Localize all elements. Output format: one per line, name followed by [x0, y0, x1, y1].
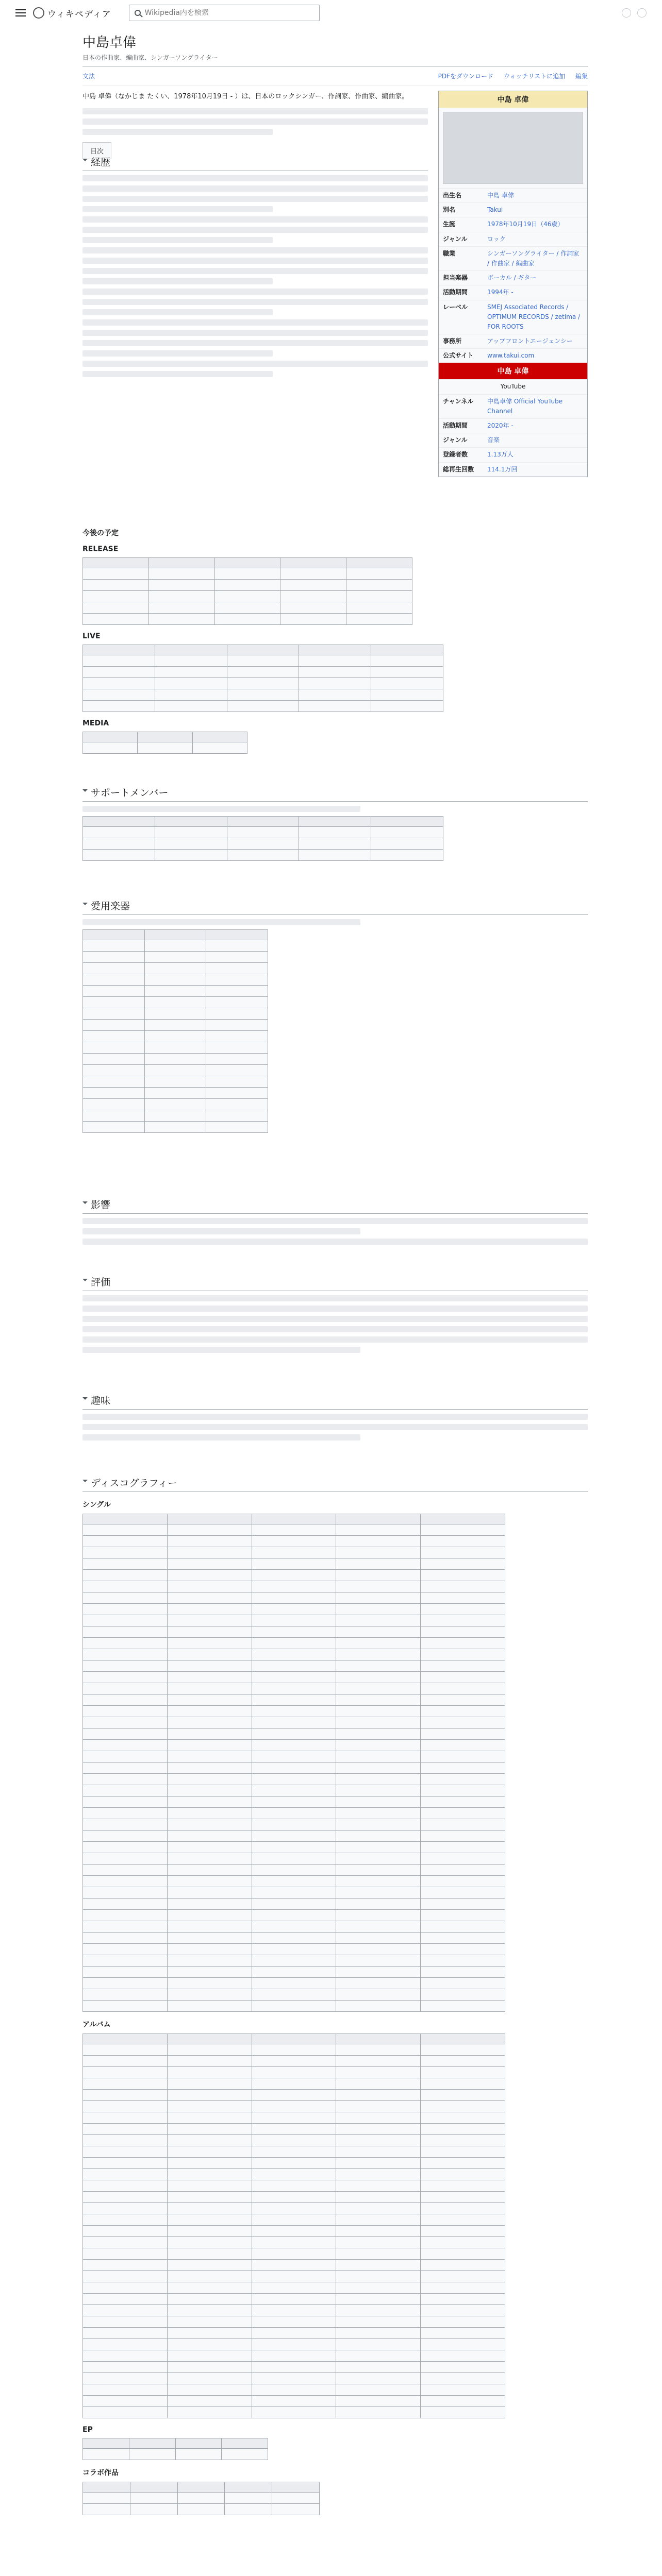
table-row	[83, 2158, 505, 2169]
more-icon[interactable]	[637, 8, 647, 18]
table-row	[83, 1592, 505, 1604]
table-row	[83, 1774, 505, 1785]
section-upcoming	[82, 520, 588, 758]
table-row	[83, 678, 443, 689]
youtube-label: YouTube	[500, 383, 526, 391]
table-row	[83, 1944, 505, 1955]
table-row	[83, 2180, 505, 2192]
heading-influence[interactable]: 影響	[82, 1195, 588, 1214]
infobox-label: 総再生回数	[443, 465, 474, 473]
infobox-value[interactable]: 中島 卓偉	[487, 192, 514, 199]
table-row	[83, 1649, 505, 1660]
heading-media: MEDIA	[82, 719, 109, 727]
live-table	[82, 645, 443, 712]
table-row	[83, 614, 412, 625]
table-row	[83, 2482, 320, 2493]
infobox-label: 公式サイト	[443, 352, 474, 360]
table-row	[83, 1581, 505, 1592]
infobox-label: 活動期間	[443, 422, 468, 429]
table-row	[83, 2316, 505, 2328]
table-row	[83, 2362, 505, 2373]
table-row	[83, 2112, 505, 2124]
infobox-label: 事務所	[443, 337, 462, 345]
heading-ep: EP	[82, 2426, 93, 2434]
search-icon	[135, 10, 141, 16]
infobox-label: 担当楽器	[443, 274, 468, 282]
table-row	[83, 1694, 505, 1706]
infobox-row	[439, 202, 587, 217]
infobox-row	[439, 300, 587, 334]
support-table	[82, 816, 443, 861]
heading-upcoming: 今後の予定	[82, 529, 119, 537]
infobox-label: レーベル	[443, 303, 468, 311]
infobox-value[interactable]: アップフロントエージェンシー	[487, 337, 573, 345]
table-row	[83, 1054, 268, 1065]
table-row	[83, 1672, 505, 1683]
table-row	[83, 2214, 505, 2226]
table-row	[83, 1797, 505, 1808]
toc-button[interactable]: 目次	[82, 142, 111, 159]
heading-collab: コラボ作品	[82, 2469, 119, 2477]
release-table	[82, 557, 412, 625]
singles-table	[82, 1514, 505, 2012]
user-tools	[622, 8, 647, 18]
lead-paragraph: 中島 卓偉（なかじま たくい、1978年10月19日 - ）は、日本のロックシンガー、作詞家、作曲家、編曲家。	[82, 93, 409, 100]
table-row	[83, 2135, 505, 2146]
table-row	[83, 1967, 505, 1978]
collab-table	[82, 2482, 320, 2515]
table-row	[83, 2260, 505, 2271]
table-row	[83, 645, 443, 655]
top-bar	[0, 0, 662, 26]
table-row	[83, 1660, 505, 1672]
infobox-value[interactable]: SMEJ Associated Records / OPTIMUM RECORDS / zetima / FOR ROOTS	[487, 303, 581, 330]
table-row	[83, 1887, 505, 1899]
table-row	[83, 2305, 505, 2316]
table-row	[83, 2237, 505, 2248]
table-row	[83, 667, 443, 678]
table-row	[83, 2101, 505, 2112]
table-row	[83, 2328, 505, 2339]
page-title: 中島卓偉	[82, 35, 137, 50]
table-row	[83, 1819, 505, 1831]
heading-support[interactable]: サポートメンバー	[82, 783, 588, 802]
table-row	[83, 2396, 505, 2407]
heading-release: RELEASE	[82, 545, 119, 553]
infobox-row	[439, 394, 587, 418]
search-box[interactable]	[129, 5, 320, 21]
heading-albums: アルバム	[82, 2021, 111, 2029]
table-row	[83, 850, 443, 861]
table-row	[83, 1910, 505, 1921]
instrument-table	[82, 929, 268, 1133]
table-row	[83, 1728, 505, 1740]
table-row	[83, 2124, 505, 2135]
table-row	[83, 930, 268, 940]
lead-text	[82, 118, 428, 125]
infobox-title: 中島 卓偉	[439, 91, 587, 108]
infobox-value[interactable]: Takui	[487, 206, 503, 214]
table-row	[83, 580, 412, 591]
table-row	[83, 1547, 505, 1558]
table-row	[83, 1626, 505, 1638]
infobox	[438, 91, 588, 477]
table-row	[83, 2056, 505, 2067]
table-row	[83, 1524, 505, 1536]
table-row	[83, 1065, 268, 1076]
infobox-row	[439, 462, 587, 477]
table-row	[83, 2044, 505, 2056]
heading-discography[interactable]: ディスコグラフィー	[82, 1473, 588, 1492]
table-row	[83, 963, 268, 974]
table-row	[83, 2203, 505, 2214]
infobox-value[interactable]: ロック	[487, 235, 506, 243]
table-row	[83, 1978, 505, 1989]
table-row	[83, 1020, 268, 1031]
table-row	[83, 1955, 505, 1967]
table-row	[83, 1762, 505, 1774]
table-row	[83, 827, 443, 838]
table-row	[83, 1740, 505, 1751]
table-row	[83, 591, 412, 602]
infobox-value[interactable]: 1978年10月19日（46歳）	[487, 221, 564, 228]
table-row	[83, 1683, 505, 1694]
infobox-value[interactable]: 音楽	[487, 436, 500, 444]
portrait-image[interactable]	[443, 112, 583, 184]
table-row	[83, 2146, 505, 2158]
infobox-value[interactable]: 114.1万回	[487, 465, 518, 473]
table-row	[83, 1921, 505, 1933]
table-row	[83, 2001, 505, 2012]
table-row	[83, 558, 412, 568]
infobox-label: 職業	[443, 249, 456, 257]
table-row	[83, 1099, 268, 1110]
table-row	[83, 1558, 505, 1570]
infobox-label: 別名	[443, 206, 456, 214]
table-row	[83, 952, 268, 963]
section-instruments	[82, 896, 588, 1137]
table-row	[83, 940, 268, 952]
heading-singles: シングル	[82, 1501, 111, 1509]
infobox-value[interactable]: 1994年 -	[487, 289, 514, 296]
infobox-row	[439, 433, 587, 447]
lead-text	[82, 108, 428, 114]
table-row	[83, 2282, 505, 2294]
infobox-label: 登録者数	[443, 451, 468, 459]
table-row	[83, 1899, 505, 1910]
infobox-label: 出生名	[443, 192, 462, 199]
table-row	[83, 2090, 505, 2101]
table-row	[83, 2078, 505, 2090]
table-row	[83, 1808, 505, 1819]
table-row	[83, 2407, 505, 2418]
user-icon[interactable]	[622, 8, 631, 18]
table-row	[83, 602, 412, 614]
table-row	[83, 2504, 320, 2515]
infobox-value[interactable]: ボーカル / ギター	[487, 274, 537, 282]
infobox-label: ジャンル	[443, 235, 468, 243]
youtube-title: 中島 卓偉	[439, 363, 587, 379]
site-logo[interactable]	[33, 7, 111, 20]
table-row	[83, 1842, 505, 1853]
heading-live: LIVE	[82, 632, 101, 640]
table-row	[83, 2034, 505, 2044]
table-row	[83, 1031, 268, 1042]
table-row	[83, 2384, 505, 2396]
infobox-row	[439, 348, 587, 363]
section-evaluation	[82, 1273, 588, 1357]
section-influence	[82, 1195, 588, 1249]
section-career	[82, 152, 428, 381]
table-row	[83, 2350, 505, 2362]
table-row	[83, 817, 443, 827]
table-row	[83, 2192, 505, 2203]
infobox-row	[439, 418, 587, 433]
table-row	[83, 2294, 505, 2305]
table-row	[83, 2493, 320, 2504]
page-subtitle: 日本の作曲家、編曲家、シンガーソングライター	[82, 53, 588, 66]
table-row	[83, 2067, 505, 2078]
table-row	[83, 1876, 505, 1887]
media-table	[82, 732, 247, 754]
table-row	[83, 2271, 505, 2282]
table-row	[83, 838, 443, 850]
infobox-row	[439, 217, 587, 231]
table-row	[83, 1865, 505, 1876]
table-row	[83, 1514, 505, 1524]
table-row	[83, 1933, 505, 1944]
infobox-row	[439, 232, 587, 246]
table-row	[83, 1604, 505, 1615]
table-row	[83, 1042, 268, 1054]
infobox-label: チャンネル	[443, 397, 474, 405]
infobox-row	[439, 447, 587, 462]
table-row	[83, 986, 268, 997]
page-tools	[82, 66, 588, 86]
albums-table	[82, 2033, 505, 2418]
language-link[interactable]: 文法	[82, 73, 95, 80]
table-row	[83, 1717, 505, 1728]
table-row	[83, 1536, 505, 1547]
infobox-value[interactable]: www.takui.com	[487, 352, 535, 360]
heading-evaluation[interactable]: 評価	[82, 1273, 588, 1291]
table-row	[83, 2339, 505, 2350]
infobox-label: 生誕	[443, 221, 456, 228]
table-row	[83, 2438, 268, 2449]
heading-career[interactable]: 経歴	[82, 152, 428, 171]
edit-link[interactable]: 編集	[575, 73, 588, 80]
table-row	[83, 1751, 505, 1762]
table-row	[83, 1785, 505, 1797]
section-discography	[82, 1473, 588, 2519]
table-row	[83, 655, 443, 667]
table-row	[83, 997, 268, 1008]
table-row	[83, 1122, 268, 1133]
section-hobby	[82, 1391, 588, 1445]
heading-instruments[interactable]: 愛用楽器	[82, 896, 588, 915]
search-input[interactable]	[145, 9, 314, 17]
table-row	[83, 689, 443, 701]
table-row	[83, 568, 412, 580]
table-row	[83, 2169, 505, 2180]
table-row	[83, 1008, 268, 1020]
section-support	[82, 783, 588, 865]
globe-icon	[33, 7, 44, 19]
lead-text	[82, 129, 273, 135]
table-row	[83, 1110, 268, 1122]
table-row	[83, 974, 268, 986]
infobox-label: 活動期間	[443, 289, 468, 296]
infobox-row	[439, 334, 587, 348]
infobox-value[interactable]: 2020年 -	[487, 422, 514, 429]
table-row	[83, 1570, 505, 1581]
table-row	[83, 2373, 505, 2384]
ep-table	[82, 2438, 268, 2460]
infobox-row	[439, 246, 587, 270]
table-row	[83, 1853, 505, 1865]
table-row	[83, 2226, 505, 2237]
watchlist-link[interactable]: ウォッチリストに追加	[503, 73, 566, 80]
table-row	[83, 1831, 505, 1842]
menu-icon[interactable]	[15, 9, 26, 16]
table-row	[83, 1615, 505, 1626]
infobox-value[interactable]: 1.13万人	[487, 451, 514, 459]
table-row	[83, 2248, 505, 2260]
infobox-row	[439, 188, 587, 202]
site-name: ウィキペディア	[47, 9, 111, 20]
infobox-value[interactable]: シンガーソングライター / 作詞家 / 作曲家 / 編曲家	[487, 249, 580, 267]
table-row	[83, 701, 443, 712]
table-row	[83, 1989, 505, 2001]
infobox-label: ジャンル	[443, 436, 468, 444]
infobox-row	[439, 285, 587, 299]
heading-hobby[interactable]: 趣味	[82, 1391, 588, 1410]
infobox-value[interactable]: 中島卓偉 Official YouTube Channel	[487, 397, 563, 415]
download-pdf-link[interactable]: PDFをダウンロード	[438, 73, 494, 80]
infobox-row	[439, 270, 587, 285]
table-row	[83, 1076, 268, 1088]
table-row	[83, 1638, 505, 1649]
table-row	[83, 1706, 505, 1717]
table-row	[83, 1088, 268, 1099]
table-row	[83, 2449, 268, 2460]
